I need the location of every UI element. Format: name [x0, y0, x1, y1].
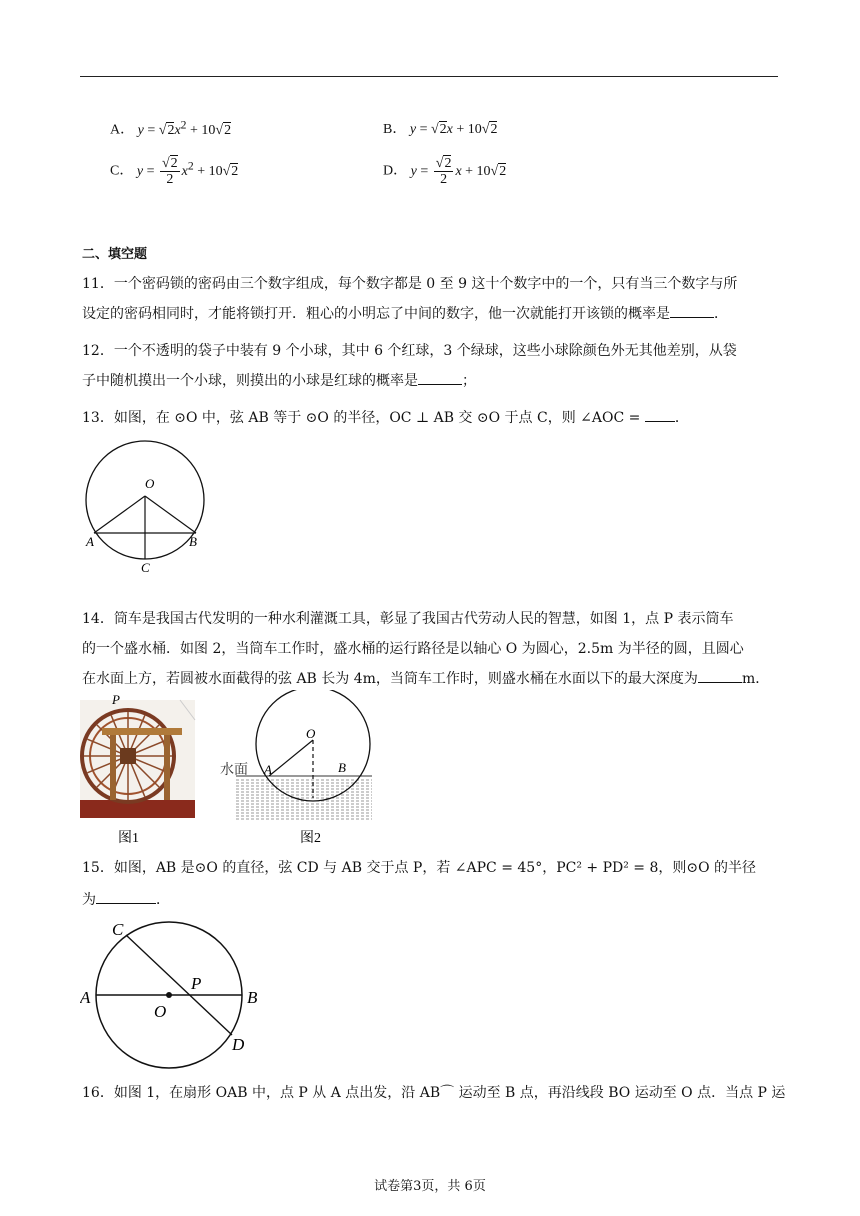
q14-line1: 14．筒车是我国古代发明的一种水利灌溉工具，彰显了我国古代劳动人民的智慧，如图 1，点 P 表示筒车: [82, 611, 734, 627]
label-a: A: [80, 988, 91, 1007]
page-footer: 试卷第3页，共 6页: [374, 1179, 486, 1194]
waterwheel-photo: [80, 690, 196, 852]
answer-blank[interactable]: [418, 372, 462, 385]
support-beam: [102, 728, 182, 735]
label-a: A: [264, 762, 272, 777]
label-b: B: [189, 534, 197, 549]
q11-line1: 11．一个密码锁的密码由三个数字组成，每个数字都是 0 至 9 这十个数字中的一个，只有当三个数字与所: [82, 276, 738, 292]
option-d-math: y = $\frac{√2}{2}$ x + 10√2: [410, 156, 507, 187]
q15-figure: [80, 918, 270, 1070]
label-o: O: [306, 726, 316, 741]
water-label: 水面: [220, 763, 248, 778]
support-post-left: [110, 735, 116, 800]
label-c: C: [141, 560, 150, 574]
label-p: P: [191, 974, 202, 993]
option-b-math: y = √2x + 10√2: [409, 122, 498, 137]
header-rule: [80, 76, 778, 77]
radius-oa: [269, 740, 313, 776]
q11-line2: 设定的密码相同时，才能将锁打开．粗心的小明忘了中间的数字，他一次就能打开该锁的概率是 ．: [82, 306, 728, 322]
label-o: O: [145, 476, 155, 491]
q15-line2: 为 ．: [82, 892, 170, 908]
q12-line2: 子中随机摸出一个小球，则摸出的小球是红球的概率是 ；: [82, 373, 476, 389]
option-b: B． y = √2x + 10√2: [383, 122, 498, 137]
option-d: D． y = $\frac{√2}{2}$ x + 10√2: [383, 156, 507, 187]
q14-line2: 的一个盛水桶．如图 2，当筒车工作时，盛水桶的运行路径是以轴心 O 为圆心，2.5m 为半径的圆，且圆心: [82, 641, 744, 657]
figure1-caption: 图1: [118, 831, 139, 846]
label-b: B: [247, 988, 258, 1007]
q13-figure: [80, 436, 210, 574]
q15-line1: 15．如图，AB 是⊙O 的直径，弦 CD 与 AB 交于点 P，若 ∠APC = 45°，PC² + PD² = 8，则⊙O 的半径: [82, 860, 757, 876]
q14-figure2: [220, 690, 375, 852]
answer-blank[interactable]: [698, 670, 742, 683]
label-a: A: [86, 534, 94, 549]
answer-blank[interactable]: [670, 305, 714, 318]
option-c: C． y = $\frac{√2}{2}$ $x^2 + 10√2$: [110, 156, 239, 187]
center-point: [166, 992, 172, 998]
answer-blank[interactable]: [96, 891, 156, 904]
figure2-caption: 图2: [300, 831, 321, 846]
label-d: D: [232, 1035, 245, 1054]
radius-ob: [145, 496, 196, 533]
wheel-hub: [120, 748, 136, 764]
answer-blank[interactable]: [645, 409, 675, 422]
option-c-math: y = $\frac{√2}{2}$ $x^2 + 10√2$: [136, 156, 239, 187]
option-a-math: $y = √2x^2 + 10√2$: [137, 118, 232, 138]
q14-line3: 在水面上方，若圆被水面截得的弦 AB 长为 4m，当筒车工作时，则盛水桶在水面以下的最大深度为 m．: [82, 671, 770, 687]
section-title: 二、填空题: [82, 247, 148, 262]
label-o: O: [154, 1002, 167, 1021]
chord-cd: [126, 935, 232, 1035]
option-a: A． $y = √2x^2 + 10√2$: [110, 118, 232, 138]
q12-line1: 12．一个不透明的袋子中装有 9 个小球，其中 6 个红球，3 个绿球，这些小球除颜色外无其他差别，从袋: [82, 343, 737, 359]
label-c: C: [112, 920, 124, 939]
label-p: P: [112, 692, 120, 707]
label-b: B: [338, 760, 346, 775]
radius-oa: [94, 496, 145, 533]
q16-line1: 16．如图 1，在扇形 OAB 中，点 P 从 A 点出发，沿 AB⌒ 运动至 B 点，再沿线段 BO 运动至 O 点．当点 P 运: [82, 1085, 786, 1101]
support-post-right: [164, 735, 170, 800]
q13-text: 13．如图，在 ⊙O 中，弦 AB 等于 ⊙O 的半径，OC ⊥ AB 交 ⊙O 于点 C，则 ∠AOC = ．: [82, 410, 689, 426]
